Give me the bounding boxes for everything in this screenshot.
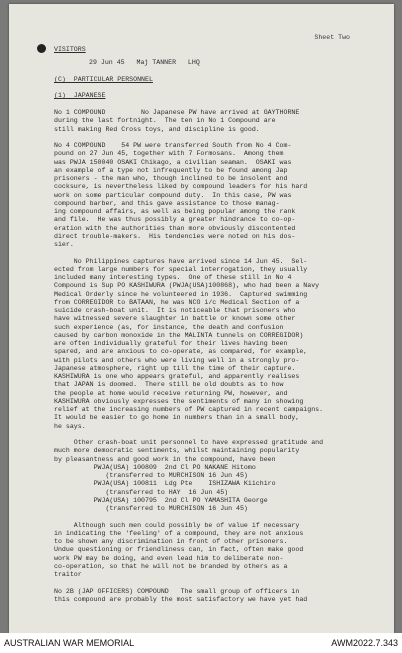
body-line: he says.	[54, 422, 86, 430]
body-line: such experience (as, for instance, the death and confusion	[54, 323, 284, 331]
body-line: It would be easier to go home in numbers than in a small body,	[54, 414, 300, 422]
footer-institution: AUSTRALIAN WAR MEMORIAL	[4, 638, 135, 648]
body-line: No 1 COMPOUND No Japanese PW have arrived at GAYTHORNE	[54, 109, 300, 116]
body-line: during the last fortnight. The ten in No 1 Compound are	[54, 117, 276, 125]
body-line: ing compound affairs, as well as being popular among the rank	[54, 208, 296, 215]
body-line: work on some particular compound duty. In this case, PW was	[54, 191, 292, 199]
body-line: that JAPAN is doomed. There still be old doubts as to how	[54, 381, 284, 389]
body-line: No 4 COMPOUND 54 PW were transferred South from No 4 Com-	[54, 142, 292, 149]
visit-line: 29 Jun 45 Maj TANNER LHQ	[89, 59, 200, 66]
body-line: Compound is Sup PO KASHIWURA (PWJA(USA)100868), who had been a Navy	[54, 282, 320, 290]
body-line: and file. He was thus possibly a greater hindrance to co-op-	[54, 216, 296, 224]
body-line: pound on 27 Jun 45, together with 7 Formosans. Among them	[54, 150, 284, 158]
body-line: an example of a type not infrequently to be found among Jap	[54, 166, 288, 174]
body-line: the people at home would receive returning PW, however, and	[54, 389, 288, 397]
section-particular-personnel: (C) PARTICULAR PERSONNEL	[54, 76, 153, 83]
body-line: KASHIWURA is one who appears grateful, and apparently realises	[54, 373, 300, 380]
body-line: PWJA(USA) 100811 Ldg Pte ISHIZAWA Kiichiro	[54, 480, 276, 488]
body-line: (transferred to MURCHISON 16 Jun 45)	[54, 472, 248, 479]
body-line: have witnessed severe slaughter in battle or known some other	[54, 315, 296, 323]
body-line: Undue questioning or friendliness can, in fact, often make good	[54, 546, 304, 554]
body-line: from CORREGIDOR to BATAAN, he was NCO i/c Medical Section of a	[54, 298, 300, 306]
body-line: Medical Orderly since he volunteered in 1936. Captured swimming	[54, 290, 308, 298]
archive-footer	[0, 633, 402, 653]
body-line: work PW may be doing, and even lead him to deliberate non-	[54, 554, 284, 562]
body-line: compound barber, and this gave assistance to those manag-	[54, 199, 280, 207]
body-line: with pilots and others who were living well in a strongly pro-	[54, 356, 300, 364]
body-line: ected from large numbers for special interrogation, they usually	[54, 265, 308, 273]
body-line: caused by carbon monoxide in the MALINTA tunnels on CORREGIDOR)	[54, 331, 304, 339]
heading-visitors: VISITORS	[54, 46, 86, 53]
body-line: spared, and are anxious to co-operate, as compared, for example,	[54, 348, 308, 356]
footer-accession-number: AWM2022.7.343	[331, 638, 398, 648]
body-line: sier.	[54, 241, 74, 248]
body-line: No Philippines captures have arrived since 14 Jun 45. Sel-	[54, 257, 308, 265]
body-line: are often individually grateful for their lives having been	[54, 340, 288, 347]
body-line: suicide crash-boat unit. It is noticeable that prisoners who	[54, 307, 296, 314]
body-line: Although such men could possibly be of value if necessary	[54, 521, 300, 529]
sheet-label: Sheet Two	[314, 34, 350, 41]
document-page	[9, 4, 394, 633]
body-line: (transferred to HAY 16 Jun 45)	[54, 488, 229, 496]
body-line: this compound are probably the most satisfactory we have yet had	[54, 595, 308, 603]
body-line: by pleasantness and good work in the compound, have been	[54, 455, 276, 463]
body-line: was PWJA 150040 OSAKI Chikago, a civilian seaman. OSAKI was	[54, 158, 292, 166]
body-line: Japanese atmosphere, right up till the time of their capture.	[54, 364, 296, 372]
body-line: (transferred to MURCHISON 16 Jun 45)	[54, 505, 248, 512]
body-line: much more democratic sentiments, whilst maintaining popularity	[54, 447, 300, 455]
body-line: No 2B (JAP OFFICERS) COMPOUND The small group of officers in	[54, 587, 300, 595]
body-line: direct trouble-makers. His tendencies were noted on his dos-	[54, 232, 296, 240]
body-line: prisoners - the man who, though inclined to be insolent and	[54, 175, 288, 182]
body-line: cocksure, is nevertheless liked by compound leaders for his hard	[54, 183, 308, 191]
body-line: to be shown any discrimination in front of other prisoners.	[54, 538, 288, 545]
body-line: in indicating the 'feeling' of a compound, they are not anxious	[54, 529, 304, 537]
body-line: traitor	[54, 571, 82, 578]
body-line: included many interesting types. One of these still in No 4	[54, 274, 292, 281]
body-line: eration with the authorities than more obviously discontented	[54, 224, 296, 232]
body-line: relief at the increasing numbers of PW captured in recent campaigns.	[54, 406, 324, 413]
body-line: co-operation, so that he will not be branded by others as a	[54, 562, 288, 570]
body-line: Other crash-boat unit personnel to have expressed gratitude and	[54, 439, 324, 446]
body-line: PWJA(USA) 100795 2nd Cl PO YAMASHITA George	[54, 496, 268, 504]
body-line: KASHIWURA obviously expresses the sentiments of many in showing	[54, 397, 304, 405]
body-line: PWJA(USA) 100809 2nd Cl PO NAKANE Hitomo	[54, 463, 256, 471]
punch-hole	[37, 44, 46, 53]
section-japanese: (1) JAPANESE	[54, 92, 106, 99]
body-line: still making Red Cross toys, and discipline is good.	[54, 125, 260, 133]
